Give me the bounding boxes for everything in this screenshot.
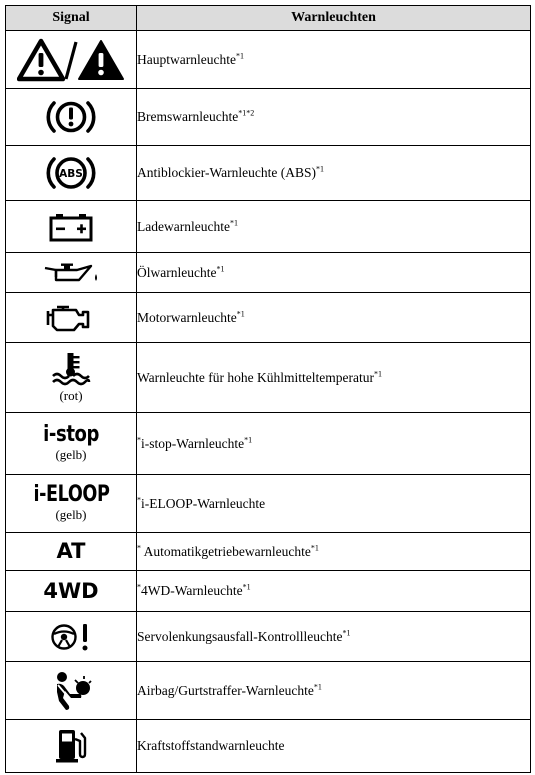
footnote-mark: *1 — [315, 164, 324, 174]
row-label: i-ELOOP-Warnleuchte — [141, 495, 266, 511]
abs-warning-icon — [44, 153, 98, 193]
row-label: Motorwarnleuchte — [137, 309, 237, 325]
footnote-mark: *1 — [235, 51, 244, 60]
footnote-mark: * — [137, 435, 141, 444]
battery-charge-icon — [47, 211, 95, 243]
table-row — [6, 89, 531, 146]
description-cell — [137, 475, 531, 533]
row-label: Automatikgetriebewarnleuchte — [141, 543, 311, 559]
description-cell — [137, 146, 531, 201]
abs-icon-label: ABS — [59, 168, 83, 180]
table-row — [6, 475, 531, 533]
footnote-mark: *1 — [236, 309, 245, 318]
table-row — [6, 612, 531, 662]
description-cell — [137, 571, 531, 612]
airbag-seatbelt-icon — [49, 670, 93, 712]
brake-warning-icon — [44, 97, 98, 137]
description-cell — [137, 89, 531, 146]
description-cell — [137, 533, 531, 571]
footnote-mark: *1 — [373, 369, 382, 378]
table-row — [6, 571, 531, 612]
signal-cell — [6, 201, 137, 253]
footnote-mark: *1 — [310, 543, 319, 552]
description-cell — [137, 612, 531, 662]
table-row — [6, 146, 531, 201]
row-label: i-stop-Warnleuchte — [141, 435, 245, 451]
table-row — [6, 343, 531, 413]
description-cell — [137, 201, 531, 253]
table-header-row — [6, 6, 531, 31]
signal-cell — [6, 720, 137, 773]
footnote-mark: *1 — [244, 435, 253, 444]
power-steering-icon — [49, 621, 93, 653]
description-cell — [137, 413, 531, 475]
row-label: Airbag/Gurtstraffer-Warnleuchte — [137, 682, 314, 698]
footnote-mark: *1 — [342, 628, 351, 637]
engine-check-icon — [43, 301, 99, 335]
row-label: Ladewarnleuchte — [137, 218, 230, 234]
signal-cell — [6, 89, 137, 146]
footnote-mark: *1 — [242, 582, 251, 592]
signal-cell — [6, 413, 137, 475]
row-label: Antiblockier-Warnleuchte (ABS) — [137, 165, 316, 180]
table-row — [6, 413, 531, 475]
description-cell — [137, 720, 531, 773]
signal-cell — [6, 533, 137, 571]
i-eloop-text-icon: i-ELOOP — [33, 482, 109, 507]
footnote-mark: * — [137, 582, 141, 592]
footnote-mark: *1 — [216, 264, 225, 273]
table-row — [6, 720, 531, 773]
signal-color-note: (gelb) — [55, 447, 87, 462]
signal-color-note: (rot) — [59, 388, 83, 403]
description-cell — [137, 31, 531, 89]
footnote-mark: *1 — [313, 682, 322, 691]
row-label: Kraftstoffstandwarnleuchte — [137, 738, 285, 753]
table-row — [6, 31, 531, 89]
signal-cell — [6, 343, 137, 413]
fuel-pump-icon — [54, 727, 88, 765]
row-label: 4WD-Warnleuchte — [141, 583, 243, 598]
coolant-temperature-icon — [49, 351, 93, 387]
row-label: Ölwarnleuchte — [137, 264, 217, 280]
signal-cell — [6, 293, 137, 343]
master-warning-triangle-icon — [17, 38, 125, 82]
warning-lights-table — [5, 5, 531, 773]
signal-cell — [6, 146, 137, 201]
row-label: Hauptwarnleuchte — [137, 51, 236, 67]
signal-cell — [6, 662, 137, 720]
footnote-mark: *1*2 — [238, 108, 255, 118]
signal-cell — [6, 31, 137, 89]
i-stop-text-icon: i-stop — [43, 422, 99, 447]
footnote-mark: * — [137, 495, 141, 504]
table-row — [6, 201, 531, 253]
description-cell — [137, 662, 531, 720]
row-label: Servolenkungsausfall-Kontrollleuchte — [137, 628, 343, 644]
footnote-mark: * — [137, 543, 141, 552]
oil-can-icon — [42, 261, 100, 285]
signal-cell — [6, 571, 137, 612]
table-row — [6, 253, 531, 293]
signal-color-note: (gelb) — [55, 507, 87, 522]
header-signal: Signal — [6, 6, 137, 31]
description-cell — [137, 293, 531, 343]
footnote-mark: *1 — [229, 218, 238, 227]
at-text-icon: AT — [56, 539, 86, 563]
table-row — [6, 293, 531, 343]
description-cell — [137, 253, 531, 293]
signal-cell — [6, 612, 137, 662]
header-warnleuchten: Warnleuchten — [137, 6, 531, 31]
4wd-text-icon: 4WD — [43, 578, 99, 603]
table-row — [6, 662, 531, 720]
signal-cell — [6, 475, 137, 533]
description-cell — [137, 343, 531, 413]
row-label: Warnleuchte für hohe Kühlmitteltemperatur — [137, 369, 374, 385]
row-label: Bremswarnleuchte — [137, 109, 239, 124]
signal-cell — [6, 253, 137, 293]
table-row — [6, 533, 531, 571]
